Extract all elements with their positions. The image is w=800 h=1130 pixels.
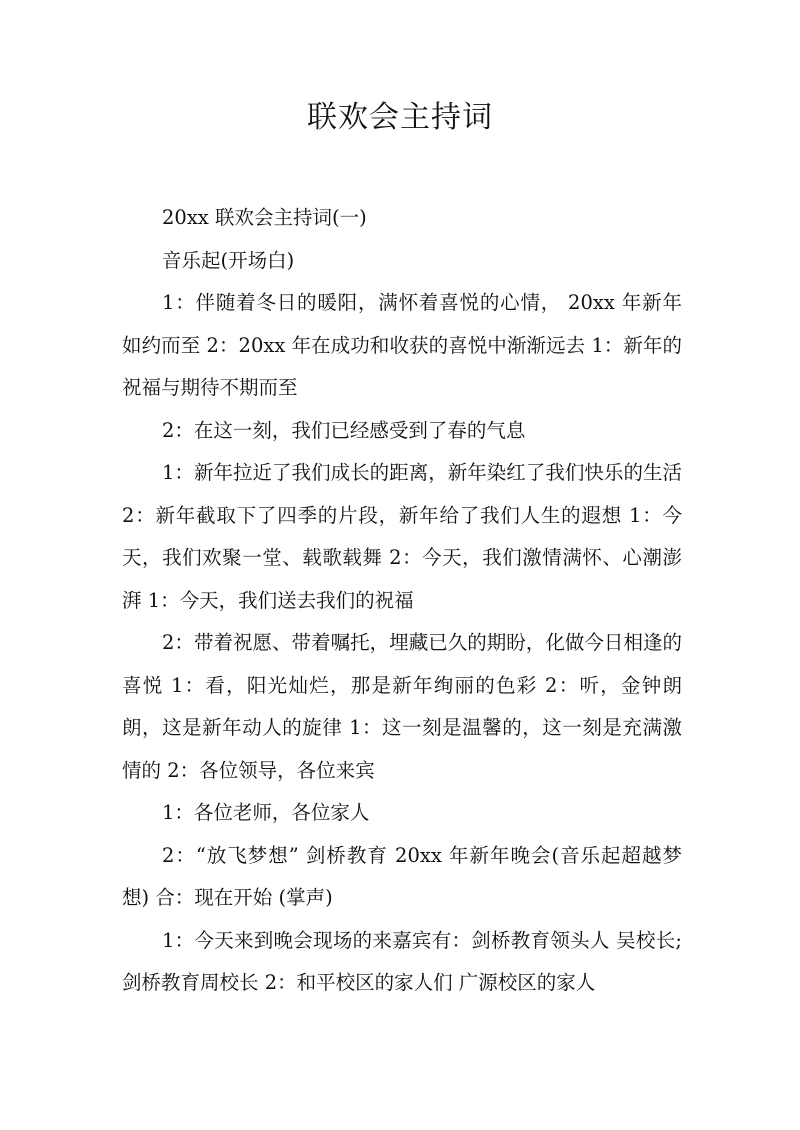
paragraph-music-cue: 音乐起(开场白) — [162, 248, 295, 272]
paragraph: 1：伴随着冬日的暖阳，满怀着喜悦的心情， 20xx 年新年如约而至 2：20xx 年在成功和收获的喜悦中渐渐远去 1：新年的祝福与期待不期而至 — [122, 291, 682, 399]
paragraph: 1：各位老师，各位家人 — [162, 801, 370, 824]
document-body — [122, 197, 682, 1005]
paragraph: 1：今天来到晚会现场的来嘉宾有：剑桥教育领头人 吴校长;剑桥教育周校长 2：和平校区的家人们 广源校区的家人 — [122, 928, 682, 994]
document-title: 联欢会主持词 — [307, 100, 493, 135]
paragraph: 2：带着祝愿、带着嘱托，埋藏已久的期盼，化做今日相逢的喜悦 1：看，阳光灿烂，那是新年绚丽的色彩 2：听，金钟朗朗，这是新年动人的旋律 1：这一刻是温馨的，这一刻是充满激情的 2：各位领导，各位来宾 — [122, 631, 682, 782]
paragraph: 2：在这一刻，我们已经感受到了春的气息 — [162, 418, 526, 442]
paragraph: 2：“放飞梦想” 剑桥教育 20xx 年新年晚会(音乐起超越梦想) 合：现在开始 (掌声) — [122, 843, 682, 909]
paragraph-heading: 20xx 联欢会主持词(一) — [162, 206, 367, 229]
paragraph: 1：新年拉近了我们成长的距离，新年染红了我们快乐的生活 2：新年截取下了四季的片段，新年给了我们人生的遐想 1：今天，我们欢聚一堂、载歌载舞 2：今天，我们激情满怀、心潮澎湃 1：今天，我们送去我们的祝福 — [122, 461, 682, 612]
